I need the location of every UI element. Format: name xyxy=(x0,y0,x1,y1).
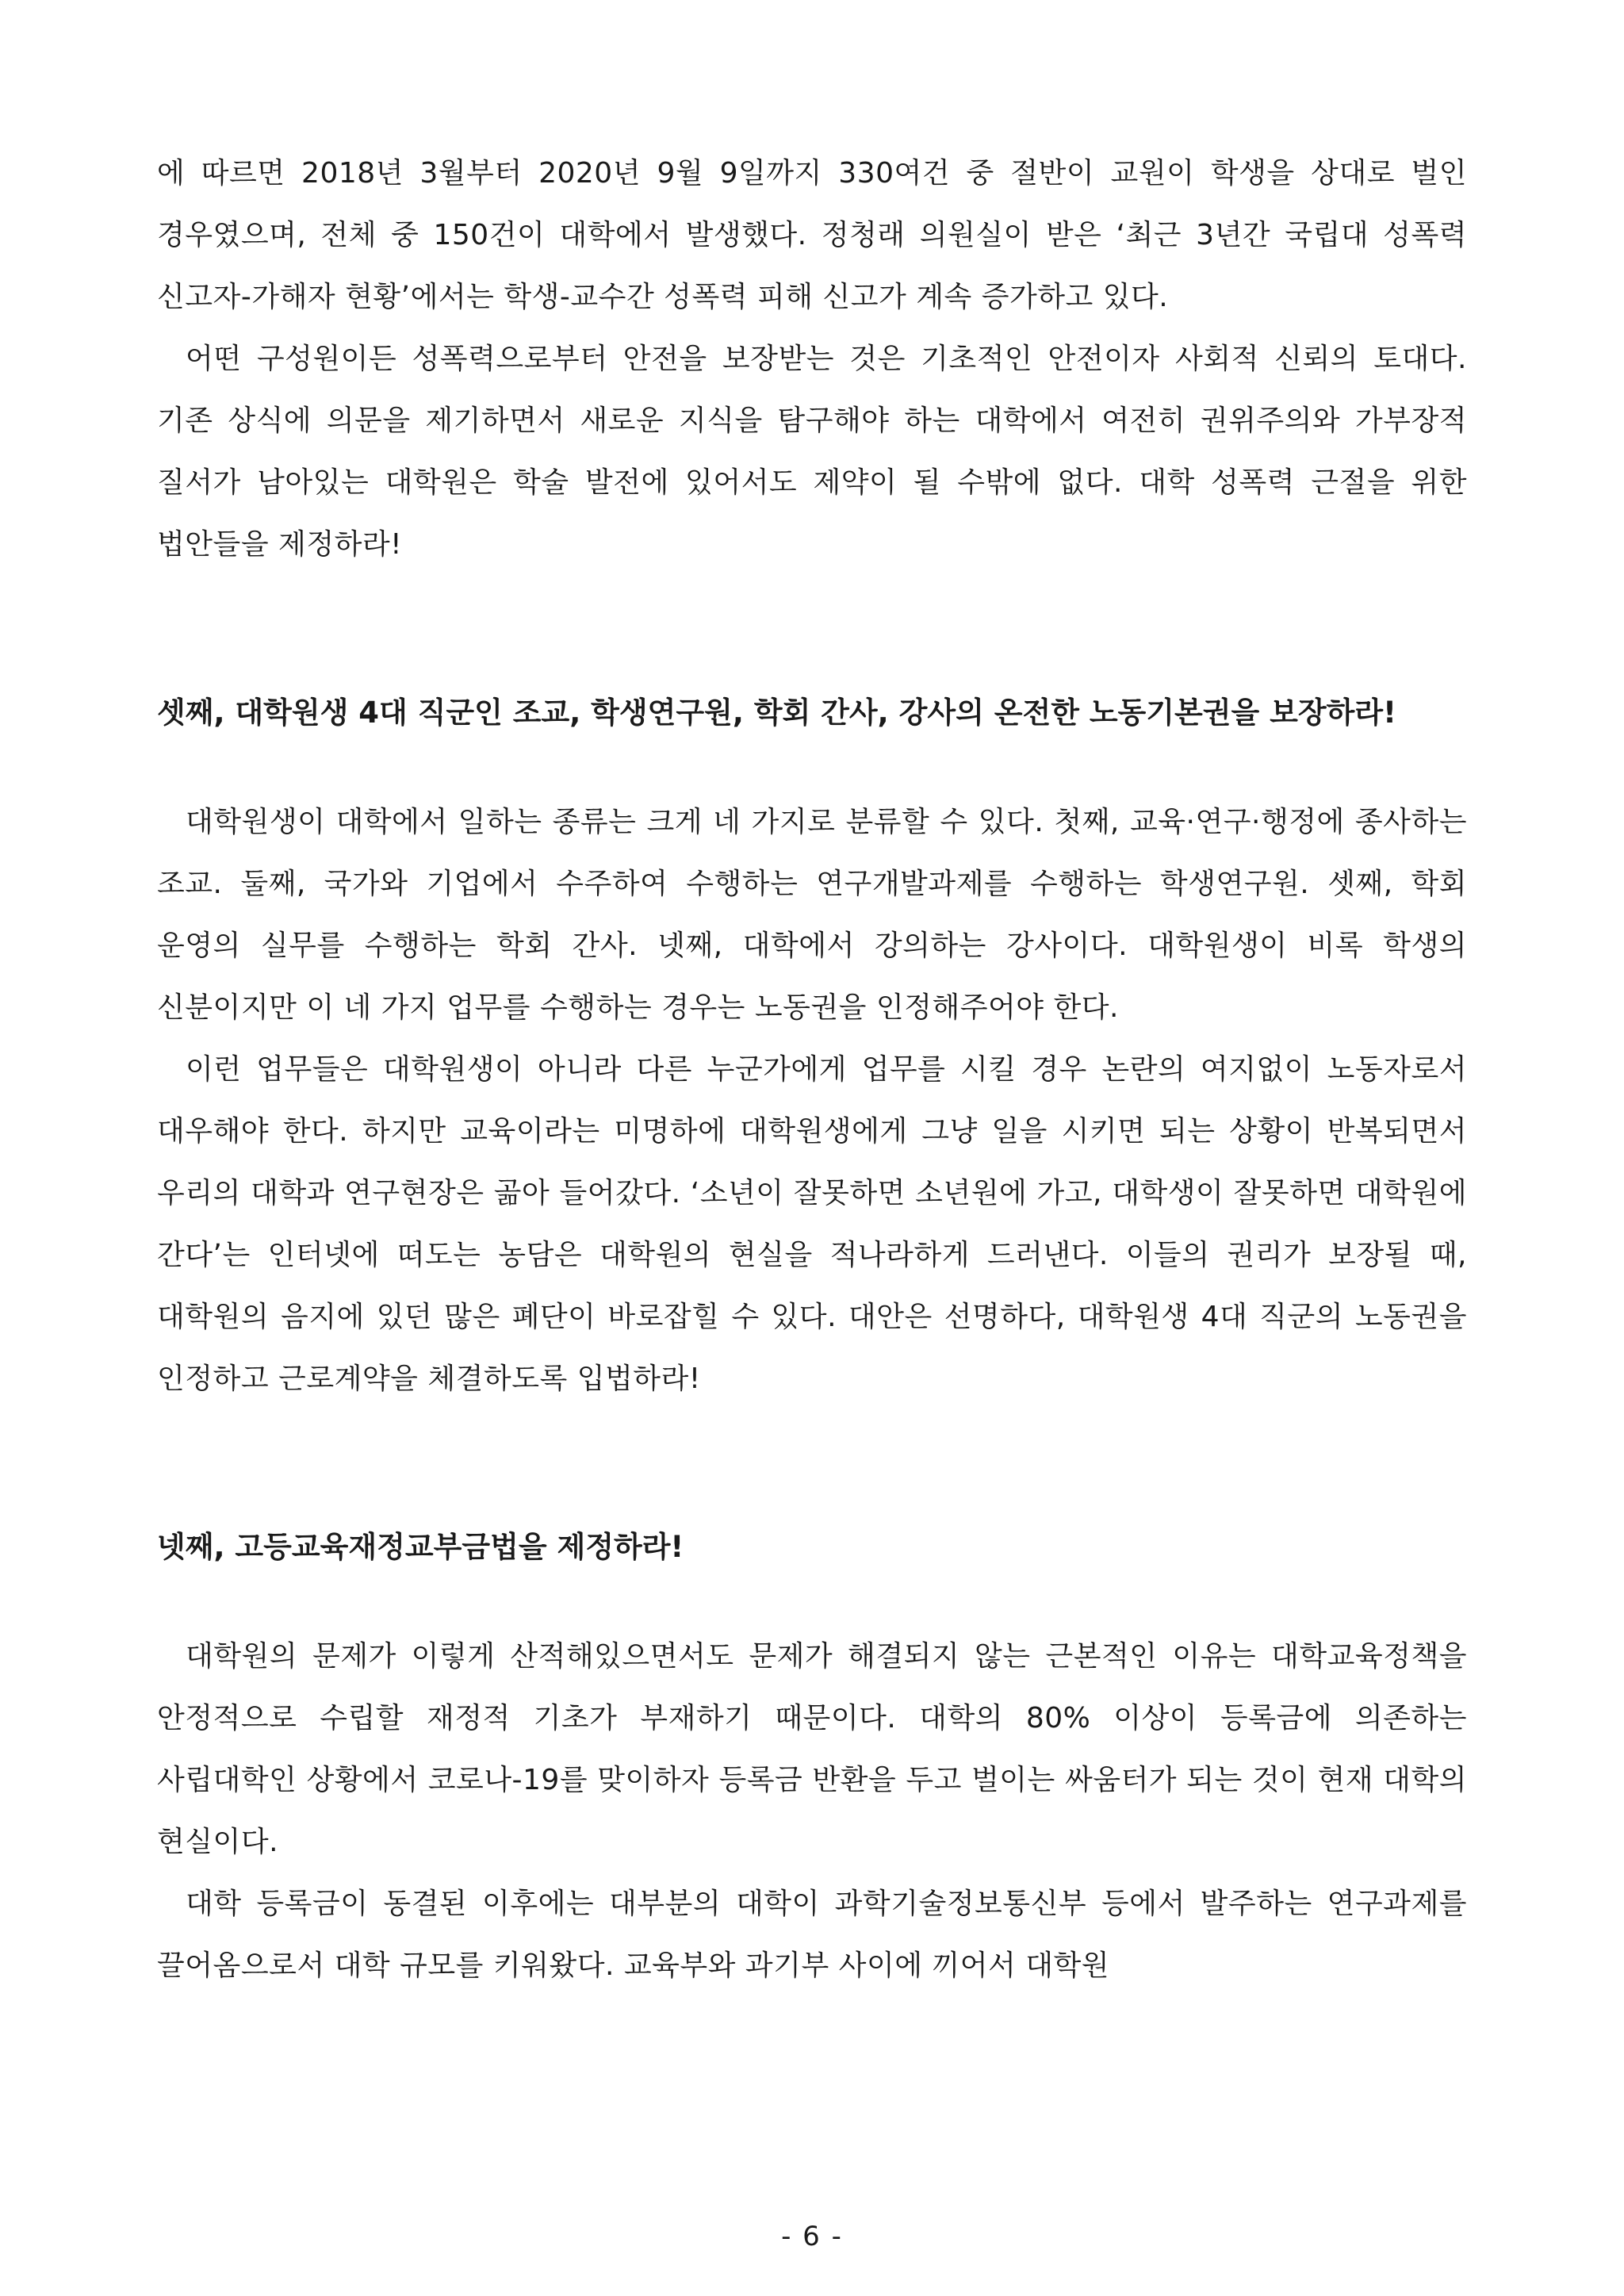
page-number: - 6 - xyxy=(781,2221,843,2252)
intro-paragraph-1: 에 따르면 2018년 3월부터 2020년 9월 9일까지 330여건 중 절반이 교원이 학생을 상대로 벌인 경우였으며, 전체 중 150건이 대학에서 발생했다. 정청래 의원실이 받은 ‘최근 3년간 국립대 성폭력 신고자-가해자 현황’에서는 학생-교수간 성폭력 피해 신고가 계속 증가하고 있다. xyxy=(157,157,1467,313)
section-heading-fourth: 넷째, 고등교육재정교부금법을 제정하라! xyxy=(157,1530,684,1564)
intro-paragraph-2: 어떤 구성원이든 성폭력으로부터 안전을 보장받는 것은 기초적인 안전이자 사회적 신뢰의 토대다. 기존 상식에 의문을 제기하면서 새로운 지식을 탐구해야 하는 대학에서 여전히 권위주의와 가부장적 질서가 남아있는 대학원은 학술 발전에 있어서도 제약이 될 수밖에 없다. 대학 성폭력 근절을 위한 법안들을 제정하라! xyxy=(157,343,1467,561)
fourth-paragraph-1: 대학원의 문제가 이렇게 산적해있으면서도 문제가 해결되지 않는 근본적인 이유는 대학교육정책을 안정적으로 수립할 재정적 기초가 부재하기 때문이다. 대학의 80% 이상이 등록금에 의존하는 사립대학인 상황에서 코로나-19를 맞이하자 등록금 반환을 두고 벌이는 싸움터가 되는 것이 현재 대학의 현실이다. xyxy=(157,1640,1467,1858)
section-heading-third: 셋째, 대학원생 4대 직군인 조교, 학생연구원, 학회 간사, 강사의 온전한 노동기본권을 보장하라! xyxy=(157,696,1396,730)
document-body xyxy=(157,143,1467,1997)
fourth-paragraph-2: 대학 등록금이 동결된 이후에는 대부분의 대학이 과학기술정보통신부 등에서 발주하는 연구과제를 끌어옴으로서 대학 규모를 키워왔다. 교육부와 과기부 사이에 끼어서 대학원 xyxy=(157,1888,1467,1982)
section-spacer xyxy=(157,576,1467,682)
heading-spacer xyxy=(157,1578,1467,1626)
heading-spacer xyxy=(157,744,1467,792)
third-paragraph-2: 이런 업무들은 대학원생이 아니라 다른 누군가에게 업무를 시킬 경우 논란의 여지없이 노동자로서 대우해야 한다. 하지만 교육이라는 미명하에 대학원생에게 그냥 일을 시키면 되는 상황이 반복되면서 우리의 대학과 연구현장은 곪아 들어갔다. ‘소년이 잘못하면 소년원에 가고, 대학생이 잘못하면 대학원에 간다’는 인터넷에 떠도는 농담은 대학원의 현실을 적나라하게 드러낸다. 이들의 권리가 보장될 때, 대학원의 음지에 있던 많은 폐단이 바로잡힐 수 있다. 대안은 선명하다, 대학원생 4대 직군의 노동권을 인정하고 근로계약을 체결하도록 입법하라! xyxy=(157,1053,1467,1395)
third-paragraph-1: 대학원생이 대학에서 일하는 종류는 크게 네 가지로 분류할 수 있다. 첫째, 교육·연구·행정에 종사하는 조교. 둘째, 국가와 기업에서 수주하여 수행하는 연구개발과제를 수행하는 학생연구원. 셋째, 학회 운영의 실무를 수행하는 학회 간사. 넷째, 대학에서 강의하는 강사이다. 대학원생이 비록 학생의 신분이지만 이 네 가지 업무를 수행하는 경우는 노동권을 인정해주어야 한다. xyxy=(157,806,1467,1024)
section-spacer xyxy=(157,1410,1467,1516)
